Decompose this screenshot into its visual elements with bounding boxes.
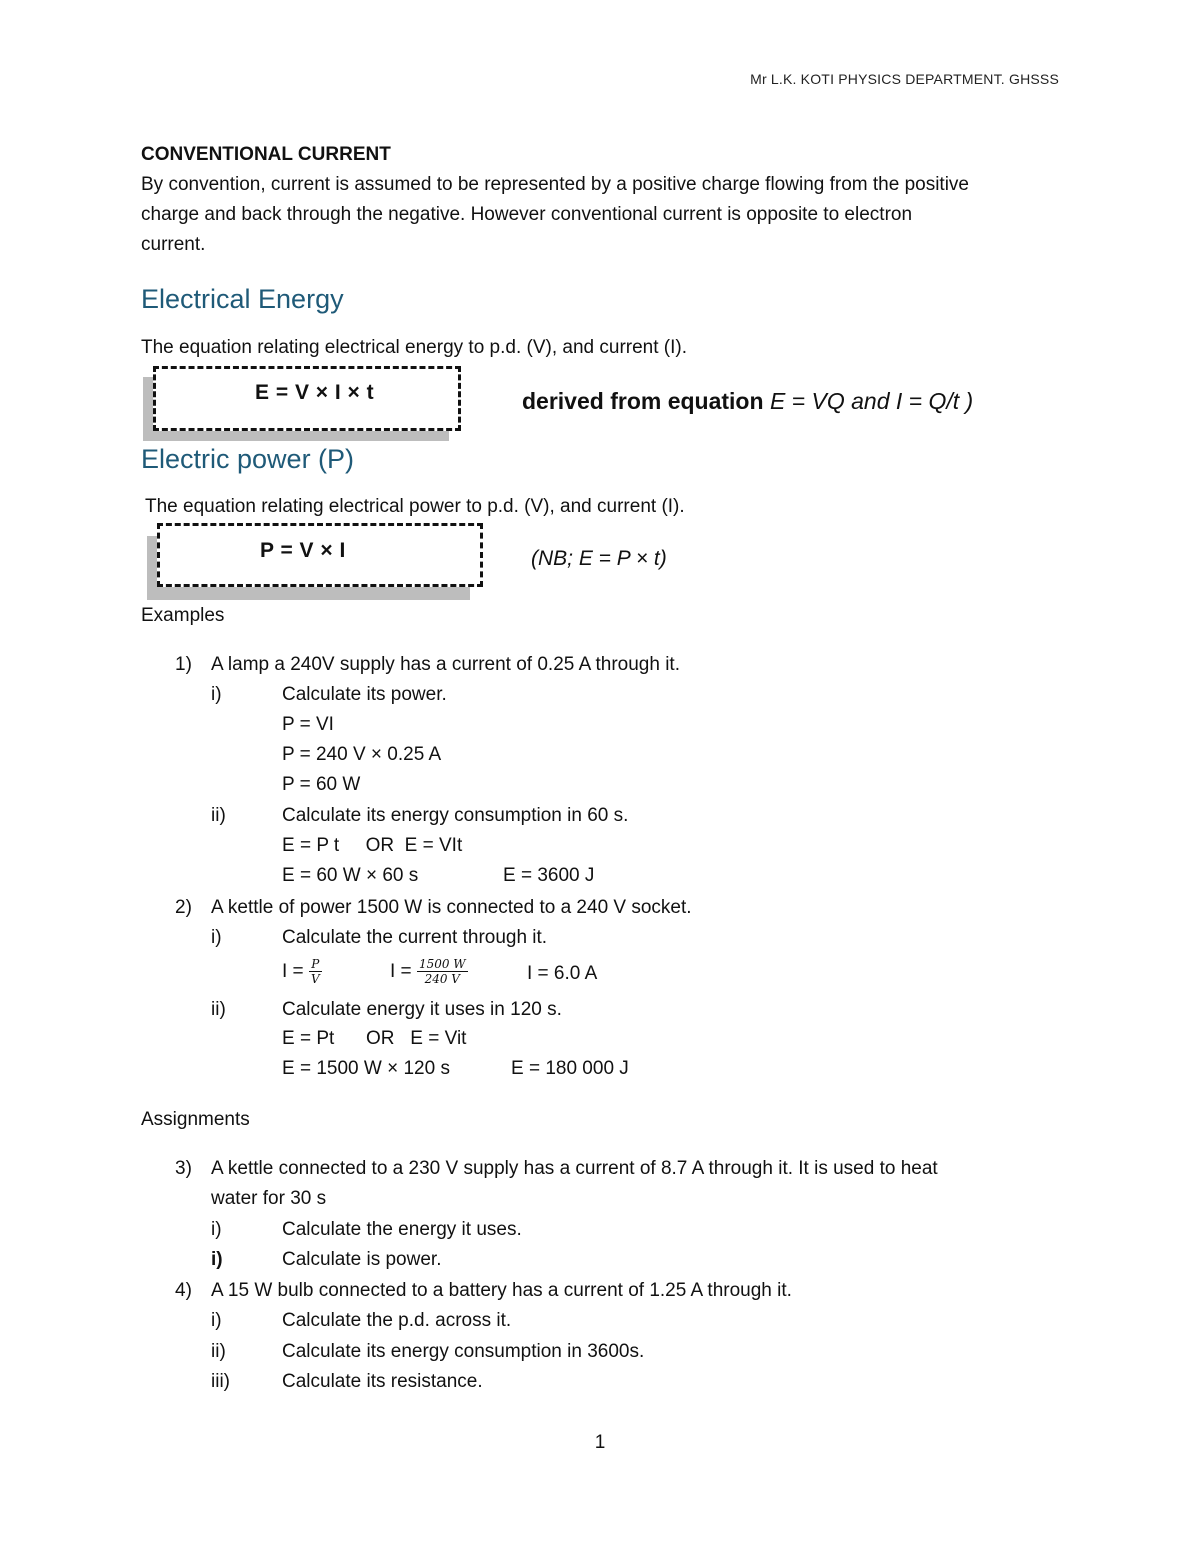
q1-i-text: Calculate its power. <box>282 684 447 705</box>
conventional-line-2: charge and back through the negative. However conventional current is opposite to electron <box>141 204 913 225</box>
q2-text: A kettle of power 1500 W is connected to a 240 V socket. <box>211 897 692 918</box>
q2-i-formula-2 <box>390 957 468 987</box>
q1-i-number: i) <box>211 684 222 705</box>
q4-c-text: Calculate its resistance. <box>282 1371 483 1392</box>
derived-from-text <box>522 388 973 415</box>
q3-line-2: water for 30 s <box>211 1188 327 1209</box>
derived-equation: E = VQ and I = Q/t ) <box>769 388 974 414</box>
power-intro: The equation relating electrical power to p.d. (V), and current (I). <box>145 496 685 517</box>
q2-ii-text: Calculate energy it uses in 120 s. <box>282 999 562 1020</box>
q1-ii-work-2: E = 60 W × 60 s <box>282 865 419 886</box>
conventional-line-1: By convention, current is assumed to be represented by a positive charge flowing from the positive <box>141 174 969 195</box>
q1-number: 1) <box>175 654 192 675</box>
q3-a-number: i) <box>211 1219 222 1240</box>
q4-a-text: Calculate the p.d. across it. <box>282 1310 512 1331</box>
q3-b-text: Calculate is power. <box>282 1249 442 1270</box>
q4-text: A 15 W bulb connected to a battery has a current of 1.25 A through it. <box>211 1280 792 1301</box>
q1-ii-text: Calculate its energy consumption in 60 s. <box>282 805 629 826</box>
examples-heading: Examples <box>141 605 225 626</box>
q2-i-result: I = 6.0 A <box>527 963 598 984</box>
q2-ii-work-1: E = Pt OR E = Vit <box>282 1028 467 1049</box>
q4-a-number: i) <box>211 1310 222 1331</box>
q1-ii-work-1: E = P t OR E = VIt <box>282 835 463 856</box>
energy-formula: E = V × I × t <box>255 381 375 404</box>
q1-i-work-3: P = 60 W <box>282 774 361 795</box>
fraction-1500-over-240: $\frac{1500 W}{240 V}$ <box>418 957 466 987</box>
conventional-line-3: current. <box>141 234 206 255</box>
electrical-energy-heading: Electrical Energy <box>141 284 344 314</box>
conventional-current-title: CONVENTIONAL CURRENT <box>141 144 391 165</box>
q3-number: 3) <box>175 1158 192 1179</box>
q2-i-text: Calculate the current through it. <box>282 927 548 948</box>
q2-number: 2) <box>175 897 192 918</box>
assignments-heading: Assignments <box>141 1109 250 1130</box>
nb-note: (NB; E = P × t) <box>531 547 667 570</box>
q3-b-number: i) <box>211 1249 223 1270</box>
q4-c-number: iii) <box>211 1371 230 1392</box>
derived-label: derived from equation <box>522 388 770 414</box>
q2-i-number: i) <box>211 927 222 948</box>
q1-ii-result: E = 3600 J <box>503 865 595 886</box>
q2-ii-number: ii) <box>211 999 226 1020</box>
electric-power-heading: Electric power (P) <box>141 444 355 474</box>
q2-i-lhs-1: I = <box>282 961 304 982</box>
page-number: 1 <box>594 1432 606 1453</box>
q4-b-text: Calculate its energy consumption in 3600s. <box>282 1341 645 1362</box>
q3-a-text: Calculate the energy it uses. <box>282 1219 522 1240</box>
page-header: Mr L.K. KOTI PHYSICS DEPARTMENT. GHSSS <box>750 71 1059 87</box>
energy-intro: The equation relating electrical energy to p.d. (V), and current (I). <box>141 337 687 358</box>
q1-i-work-1: P = VI <box>282 714 334 735</box>
q2-i-formula-1 <box>282 957 322 987</box>
q4-b-number: ii) <box>211 1341 226 1362</box>
q4-number: 4) <box>175 1280 192 1301</box>
q1-text: A lamp a 240V supply has a current of 0.25 A through it. <box>211 654 680 675</box>
q2-ii-work-2: E = 1500 W × 120 s <box>282 1058 450 1079</box>
power-formula: P = V × I <box>260 539 346 562</box>
q1-i-work-2: P = 240 V × 0.25 A <box>282 744 442 765</box>
q2-ii-result: E = 180 000 J <box>511 1058 629 1079</box>
fraction-p-over-v: $\frac{P}{V}$ <box>310 957 320 987</box>
q2-i-lhs-2: I = <box>390 961 412 982</box>
q1-ii-number: ii) <box>211 805 226 826</box>
q3-line-1: A kettle connected to a 230 V supply has a current of 8.7 A through it. It is used to heat <box>211 1158 938 1179</box>
